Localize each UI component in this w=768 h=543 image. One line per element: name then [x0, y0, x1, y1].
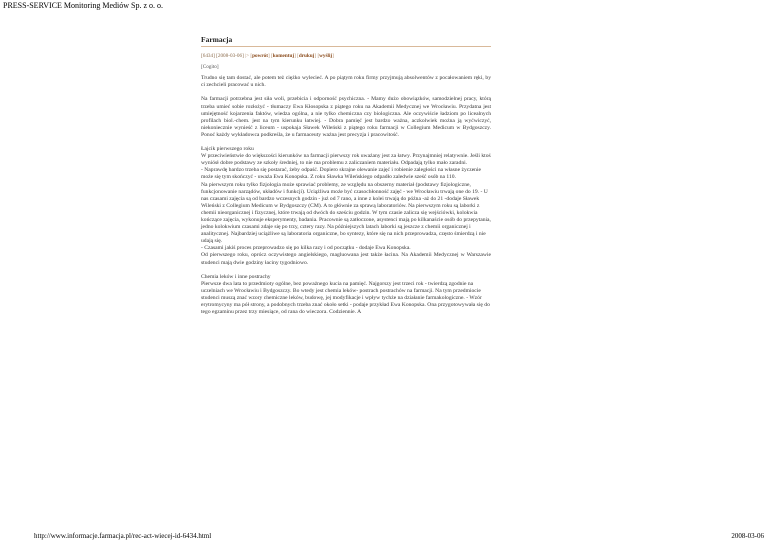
comment-link[interactable]: komentuj — [272, 53, 295, 60]
print-link[interactable]: drukuj — [298, 53, 315, 60]
back-link[interactable]: powrót — [252, 53, 268, 60]
source-tag: [Cogito] — [201, 64, 219, 71]
section-heading: Łajcik pierwszego roku — [201, 146, 254, 153]
article-paragraph: - Naprawdę bardzo trzeba się postarać, żeby odpaść. Dopiero skrajne olewanie zajęć i robienie zaległości na własne życzenie może się tym skończyć - uważa Ewa Konopska. Z roku Sławka Wileńskiego odpadło zaledwie sześć osób na 110. — [201, 167, 482, 181]
article-date: [2008-03-06] — [216, 53, 244, 60]
section-heading: Chemia leków i inne postrachy — [201, 273, 271, 280]
article — [201, 36, 491, 316]
publisher-header: PRESS-SERVICE Monitoring Mediów Sp. z o. o. — [3, 1, 164, 10]
meta-arrow: |> — [245, 53, 250, 60]
article-paragraph: - Czasami jakiś proces przeprowadzo się po kilka razy i od początku - dodaje Ewa Konopska. — [201, 245, 411, 252]
article-paragraph: Na farmacji potrzebna jest siła woli, przebicia i odporność psychiczna. - Mamy dużo obowiązków, samodzielnej pracy, którą trzeba umieć sobie rozłożyć - tłumaczy Ewa Kłosopska z piątego roku na Akademii Medycznej we Wrocławiu. Przydatna jest umiejętność kojarzenia faktów, wiedza ogólna, a nie tylko chemiczna czy biologiczna. Ale oczywiście ładziom po licealnych profilach biol.-chem. jest na tym kierunku łatwiej. - Dobra pamięć jest bardzo ważna, aczkolwiek można ją wyćwiczyć, niekoniecznie wynieść z liceum - uspokaja Sławek Wileński z piątego roku farmacji w Collegium Medicum w Bydgoszczy. Ponoć każdy wykładowca podkreśla, że u farmaceuty ważna jest precyzja i pracowitość. — [201, 96, 491, 138]
article-paragraph: W przeciwieństwie do większości kierunków na farmacji pierwszy rok uważany jest za łatwy. Przynajmniej relatywnie. Jeśli ktoś wyniósł dobre podstawy ze szkoły średniej, to nie ma problemu z zaliczaniem materiału. Odpadają tylko mało zaradni. — [201, 153, 491, 167]
footer-url: http://www.informacje.farmacja.pl/rec-act-wiecej-id-6434.html — [34, 532, 212, 540]
article-title: Farmacja — [201, 36, 491, 47]
article-meta: [6434] [2008-03-06] |> [powrót] [komentuj] [drukuj] [wyślij] — [201, 53, 334, 60]
article-paragraph: Od pierwszego roku, oprócz oczywistego angielskiego, magluowana jest także łacina. Na Akademii Medycznej w Warszawie studenci mają dwie godziny łaciny tygodniowo. — [201, 252, 491, 266]
send-link[interactable]: wyślij — [319, 53, 333, 60]
article-lead: Trudno się tam dostać, ale potem też ciężko wylecieć. A po piątym roku firmy przyjmują absolwentów z pocałowaniem ręki, by ci zechcieli pracować u nich. — [201, 75, 491, 89]
article-id: [6434] — [201, 53, 215, 60]
article-paragraph: Pierwsze dwa lata to przedmioty ogólne, bez poważnego kucia na pamięć. Najgorszy jest trzeci rok - twierdzą zgodnie na uczelniach we Wrocławiu i Bydgoszczy. Bo wtedy jest chemia leków- postrach postrachów na farmacji. Na tym przedmiocie studenci muszą znać wzory chemiczne leków, budowę, jej modyfikacje i wpływ tychże na działanie farmakologiczne. - Wzór erytromycyny ma pół strony, a podobnych trzeba znać około setki - podaje przykład Ewa Konopska. Ona przygotowywała się do tego egzaminu przez trzy miesiące, od rana do wieczora. Codziennie. A — [201, 280, 490, 316]
article-paragraph: Na pierwszym roku tylko fizjologia może sprawiać problemy, ze względu na obszerny materiał (podstawy fizjologiczne, funkcjonowanie narządów, układów i funkcji). Uciążliwa może być czasochłonność zajęć - we Wrocławiu trwają one do 19. - U nas czasami zajęcia są od bardzo wczesnych godzin - już od 7 rano, a inne z kolei trwają do późna -aż do 21 -dodaje Sławek Wileński z Collegium Medicum w Bydgoszczy (CM). A to głównie za sprawą laboratoriów. Na pierwszym roku są laborki z chemii nieorganicznej i fizycznej, które trwają od dwóch do sześciu godzin. W tym czasie zalicza się wejściówki, kolokwia kończące zajęcia, wykonuje eksperymenty, badania. Pracownie są zatłoczone, asystenci mają po kilkanaście osób do przepytania, jedno kolokwium czasami zdaje się po trzy, cztery razy. Na późniejszych latach laborki są jeszcze z chemii organicznej i analitycznej. Najbardziej uciążliwe są laboratoria organiczne, bo syntezy, które się na nich przeprowadza, często śmierdzą i nie udają się. — [201, 181, 491, 245]
footer-date: 2008-03-06 — [731, 532, 764, 540]
